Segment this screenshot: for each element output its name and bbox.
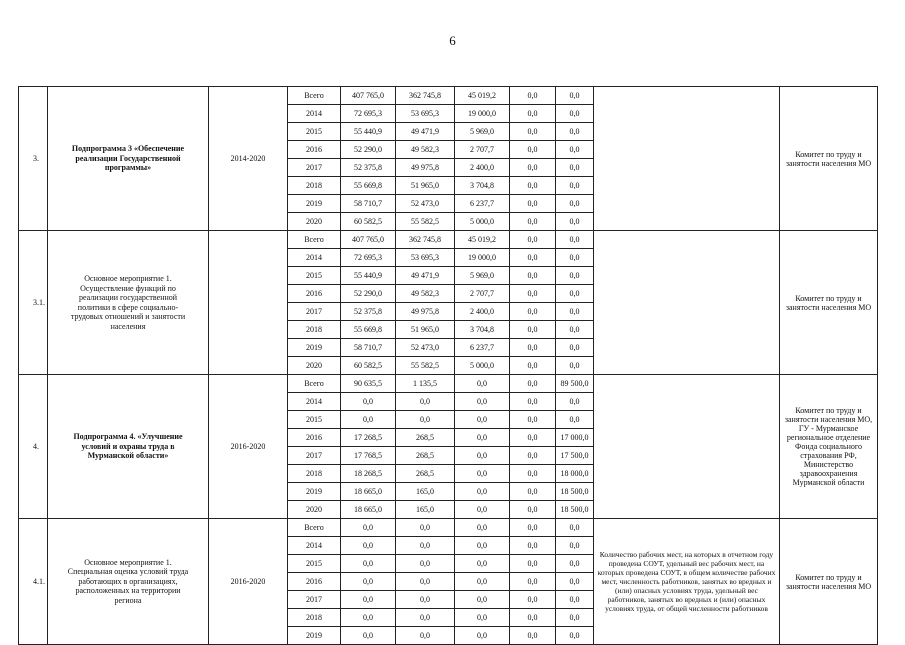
local-budget-cell: 0,0 bbox=[510, 447, 556, 465]
total-cell: 60 582,5 bbox=[341, 213, 396, 231]
local-budget-cell: 0,0 bbox=[510, 303, 556, 321]
section-number: 3. bbox=[19, 87, 48, 231]
regional-budget-cell: 0,0 bbox=[396, 537, 455, 555]
local-budget-cell: 0,0 bbox=[510, 411, 556, 429]
year-cell: 2017 bbox=[288, 159, 341, 177]
local-budget-cell: 0,0 bbox=[510, 555, 556, 573]
other-sources-cell: 0,0 bbox=[556, 573, 594, 591]
local-budget-cell: 0,0 bbox=[510, 501, 556, 519]
regional-budget-cell: 268,5 bbox=[396, 447, 455, 465]
year-cell: Всего bbox=[288, 231, 341, 249]
year-cell: 2014 bbox=[288, 393, 341, 411]
table-row bbox=[19, 87, 878, 105]
year-cell: Всего bbox=[288, 519, 341, 537]
total-cell: 52 290,0 bbox=[341, 141, 396, 159]
federal-budget-cell: 0,0 bbox=[455, 609, 510, 627]
local-budget-cell: 0,0 bbox=[510, 87, 556, 105]
federal-budget-cell: 0,0 bbox=[455, 519, 510, 537]
other-sources-cell: 0,0 bbox=[556, 177, 594, 195]
local-budget-cell: 0,0 bbox=[510, 123, 556, 141]
total-cell: 72 695,3 bbox=[341, 249, 396, 267]
section-period: 2014-2020 bbox=[209, 87, 288, 231]
local-budget-cell: 0,0 bbox=[510, 195, 556, 213]
total-cell: 0,0 bbox=[341, 627, 396, 645]
regional-budget-cell: 49 975,8 bbox=[396, 303, 455, 321]
regional-budget-cell: 0,0 bbox=[396, 591, 455, 609]
total-cell: 60 582,5 bbox=[341, 357, 396, 375]
regional-budget-cell: 268,5 bbox=[396, 429, 455, 447]
local-budget-cell: 0,0 bbox=[510, 393, 556, 411]
local-budget-cell: 0,0 bbox=[510, 573, 556, 591]
regional-budget-cell: 165,0 bbox=[396, 483, 455, 501]
section-number: 4. bbox=[19, 375, 48, 519]
other-sources-cell: 0,0 bbox=[556, 285, 594, 303]
year-cell: 2014 bbox=[288, 105, 341, 123]
other-sources-cell: 18 500,0 bbox=[556, 501, 594, 519]
section-period bbox=[209, 231, 288, 375]
regional-budget-cell: 362 745,8 bbox=[396, 87, 455, 105]
local-budget-cell: 0,0 bbox=[510, 141, 556, 159]
regional-budget-cell: 53 695,3 bbox=[396, 249, 455, 267]
year-cell: 2018 bbox=[288, 177, 341, 195]
year-cell: 2018 bbox=[288, 609, 341, 627]
local-budget-cell: 0,0 bbox=[510, 627, 556, 645]
total-cell: 58 710,7 bbox=[341, 339, 396, 357]
regional-budget-cell: 51 965,0 bbox=[396, 321, 455, 339]
local-budget-cell: 0,0 bbox=[510, 105, 556, 123]
year-cell: 2020 bbox=[288, 501, 341, 519]
section-name: Основное мероприятие 1. Специальная оценка условий труда работающих в организациях, расположенных на территории региона bbox=[48, 519, 209, 645]
total-cell: 17 268,5 bbox=[341, 429, 396, 447]
total-cell: 55 669,8 bbox=[341, 177, 396, 195]
local-budget-cell: 0,0 bbox=[510, 591, 556, 609]
regional-budget-cell: 52 473,0 bbox=[396, 195, 455, 213]
year-cell: Всего bbox=[288, 375, 341, 393]
federal-budget-cell: 0,0 bbox=[455, 501, 510, 519]
total-cell: 52 375,8 bbox=[341, 159, 396, 177]
page-number: 6 bbox=[449, 33, 456, 48]
regional-budget-cell: 49 471,9 bbox=[396, 123, 455, 141]
regional-budget-cell: 0,0 bbox=[396, 555, 455, 573]
total-cell: 0,0 bbox=[341, 555, 396, 573]
other-sources-cell: 18 500,0 bbox=[556, 483, 594, 501]
indicator-cell: Количество рабочих мест, на которых в отчетном году проведена СОУТ, удельный вес рабочих мест, на которых проведена СОУТ, в общем количестве рабочих мест, численность работников, занятых во вредных и (или) опасных условиях труда, удельный вес работников, занятых во вредных и (или) опасных условиях труда, от общей численности работников bbox=[594, 519, 780, 645]
other-sources-cell: 0,0 bbox=[556, 357, 594, 375]
other-sources-cell: 0,0 bbox=[556, 249, 594, 267]
regional-budget-cell: 53 695,3 bbox=[396, 105, 455, 123]
table-row bbox=[19, 231, 878, 249]
federal-budget-cell: 0,0 bbox=[455, 537, 510, 555]
federal-budget-cell: 5 969,0 bbox=[455, 123, 510, 141]
regional-budget-cell: 55 582,5 bbox=[396, 213, 455, 231]
table-row bbox=[19, 519, 878, 537]
other-sources-cell: 0,0 bbox=[556, 609, 594, 627]
local-budget-cell: 0,0 bbox=[510, 213, 556, 231]
other-sources-cell: 0,0 bbox=[556, 519, 594, 537]
total-cell: 52 375,8 bbox=[341, 303, 396, 321]
federal-budget-cell: 0,0 bbox=[455, 591, 510, 609]
other-sources-cell: 0,0 bbox=[556, 411, 594, 429]
indicator-cell bbox=[594, 231, 780, 375]
year-cell: 2016 bbox=[288, 573, 341, 591]
federal-budget-cell: 3 704,8 bbox=[455, 321, 510, 339]
total-cell: 18 665,0 bbox=[341, 483, 396, 501]
other-sources-cell: 0,0 bbox=[556, 555, 594, 573]
other-sources-cell: 0,0 bbox=[556, 195, 594, 213]
year-cell: 2019 bbox=[288, 627, 341, 645]
federal-budget-cell: 3 704,8 bbox=[455, 177, 510, 195]
federal-budget-cell: 0,0 bbox=[455, 465, 510, 483]
total-cell: 407 765,0 bbox=[341, 87, 396, 105]
regional-budget-cell: 51 965,0 bbox=[396, 177, 455, 195]
year-cell: 2016 bbox=[288, 285, 341, 303]
other-sources-cell: 0,0 bbox=[556, 537, 594, 555]
executor-cell: Комитет по труду и занятости населения МО, ГУ - Мурманское региональное отделение Фонда социального страхования РФ, Министерство здравоохранения Мурманской области bbox=[780, 375, 878, 519]
total-cell: 0,0 bbox=[341, 537, 396, 555]
federal-budget-cell: 19 000,0 bbox=[455, 249, 510, 267]
executor-cell: Комитет по труду и занятости населения МО bbox=[780, 231, 878, 375]
total-cell: 17 768,5 bbox=[341, 447, 396, 465]
section-number: 4.1. bbox=[19, 519, 48, 645]
federal-budget-cell: 45 019,2 bbox=[455, 231, 510, 249]
year-cell: 2017 bbox=[288, 447, 341, 465]
local-budget-cell: 0,0 bbox=[510, 429, 556, 447]
regional-budget-cell: 49 582,3 bbox=[396, 285, 455, 303]
federal-budget-cell: 0,0 bbox=[455, 429, 510, 447]
year-cell: 2018 bbox=[288, 465, 341, 483]
other-sources-cell: 0,0 bbox=[556, 105, 594, 123]
local-budget-cell: 0,0 bbox=[510, 465, 556, 483]
total-cell: 55 440,9 bbox=[341, 123, 396, 141]
federal-budget-cell: 0,0 bbox=[455, 627, 510, 645]
other-sources-cell: 0,0 bbox=[556, 321, 594, 339]
local-budget-cell: 0,0 bbox=[510, 519, 556, 537]
year-cell: 2015 bbox=[288, 555, 341, 573]
total-cell: 52 290,0 bbox=[341, 285, 396, 303]
regional-budget-cell: 55 582,5 bbox=[396, 357, 455, 375]
total-cell: 0,0 bbox=[341, 411, 396, 429]
regional-budget-cell: 0,0 bbox=[396, 393, 455, 411]
section-name: Подпрограмма 3 «Обеспечение реализации Государственной программы» bbox=[48, 87, 209, 231]
local-budget-cell: 0,0 bbox=[510, 249, 556, 267]
other-sources-cell: 0,0 bbox=[556, 393, 594, 411]
other-sources-cell: 17 000,0 bbox=[556, 429, 594, 447]
local-budget-cell: 0,0 bbox=[510, 483, 556, 501]
federal-budget-cell: 2 400,0 bbox=[455, 159, 510, 177]
year-cell: 2017 bbox=[288, 591, 341, 609]
year-cell: 2015 bbox=[288, 123, 341, 141]
other-sources-cell: 18 000,0 bbox=[556, 465, 594, 483]
local-budget-cell: 0,0 bbox=[510, 267, 556, 285]
other-sources-cell: 0,0 bbox=[556, 213, 594, 231]
total-cell: 72 695,3 bbox=[341, 105, 396, 123]
other-sources-cell: 0,0 bbox=[556, 591, 594, 609]
other-sources-cell: 0,0 bbox=[556, 123, 594, 141]
section-number: 3.1. bbox=[19, 231, 48, 375]
total-cell: 18 665,0 bbox=[341, 501, 396, 519]
regional-budget-cell: 0,0 bbox=[396, 609, 455, 627]
table-row bbox=[19, 375, 878, 393]
budget-table bbox=[18, 86, 878, 645]
regional-budget-cell: 49 975,8 bbox=[396, 159, 455, 177]
regional-budget-cell: 52 473,0 bbox=[396, 339, 455, 357]
local-budget-cell: 0,0 bbox=[510, 609, 556, 627]
federal-budget-cell: 0,0 bbox=[455, 483, 510, 501]
local-budget-cell: 0,0 bbox=[510, 339, 556, 357]
section-name: Подпрограмма 4. «Улучшение условий и охраны труда в Мурманской области» bbox=[48, 375, 209, 519]
federal-budget-cell: 2 707,7 bbox=[455, 285, 510, 303]
other-sources-cell: 0,0 bbox=[556, 159, 594, 177]
year-cell: 2016 bbox=[288, 141, 341, 159]
total-cell: 55 669,8 bbox=[341, 321, 396, 339]
other-sources-cell: 89 500,0 bbox=[556, 375, 594, 393]
year-cell: Всего bbox=[288, 87, 341, 105]
federal-budget-cell: 19 000,0 bbox=[455, 105, 510, 123]
other-sources-cell: 0,0 bbox=[556, 87, 594, 105]
regional-budget-cell: 49 582,3 bbox=[396, 141, 455, 159]
year-cell: 2019 bbox=[288, 483, 341, 501]
total-cell: 58 710,7 bbox=[341, 195, 396, 213]
regional-budget-cell: 268,5 bbox=[396, 465, 455, 483]
year-cell: 2018 bbox=[288, 321, 341, 339]
federal-budget-cell: 0,0 bbox=[455, 555, 510, 573]
other-sources-cell: 17 500,0 bbox=[556, 447, 594, 465]
total-cell: 90 635,5 bbox=[341, 375, 396, 393]
year-cell: 2017 bbox=[288, 303, 341, 321]
federal-budget-cell: 6 237,7 bbox=[455, 339, 510, 357]
executor-cell: Комитет по труду и занятости населения МО bbox=[780, 87, 878, 231]
year-cell: 2019 bbox=[288, 339, 341, 357]
section-name: Основное мероприятие 1. Осуществление функций по реализации государственной политики в сфере социально-трудовых отношений и занятости населения bbox=[48, 231, 209, 375]
year-cell: 2014 bbox=[288, 537, 341, 555]
total-cell: 0,0 bbox=[341, 393, 396, 411]
regional-budget-cell: 362 745,8 bbox=[396, 231, 455, 249]
federal-budget-cell: 0,0 bbox=[455, 573, 510, 591]
local-budget-cell: 0,0 bbox=[510, 159, 556, 177]
other-sources-cell: 0,0 bbox=[556, 141, 594, 159]
federal-budget-cell: 6 237,7 bbox=[455, 195, 510, 213]
year-cell: 2020 bbox=[288, 357, 341, 375]
regional-budget-cell: 1 135,5 bbox=[396, 375, 455, 393]
total-cell: 0,0 bbox=[341, 609, 396, 627]
section-period: 2016-2020 bbox=[209, 375, 288, 519]
indicator-cell bbox=[594, 87, 780, 231]
federal-budget-cell: 0,0 bbox=[455, 411, 510, 429]
local-budget-cell: 0,0 bbox=[510, 375, 556, 393]
executor-cell: Комитет по труду и занятости населения МО bbox=[780, 519, 878, 645]
federal-budget-cell: 5 969,0 bbox=[455, 267, 510, 285]
total-cell: 55 440,9 bbox=[341, 267, 396, 285]
local-budget-cell: 0,0 bbox=[510, 177, 556, 195]
other-sources-cell: 0,0 bbox=[556, 627, 594, 645]
other-sources-cell: 0,0 bbox=[556, 303, 594, 321]
regional-budget-cell: 0,0 bbox=[396, 573, 455, 591]
year-cell: 2020 bbox=[288, 213, 341, 231]
local-budget-cell: 0,0 bbox=[510, 321, 556, 339]
indicator-cell bbox=[594, 375, 780, 519]
regional-budget-cell: 0,0 bbox=[396, 411, 455, 429]
local-budget-cell: 0,0 bbox=[510, 357, 556, 375]
local-budget-cell: 0,0 bbox=[510, 285, 556, 303]
regional-budget-cell: 49 471,9 bbox=[396, 267, 455, 285]
federal-budget-cell: 0,0 bbox=[455, 447, 510, 465]
federal-budget-cell: 0,0 bbox=[455, 375, 510, 393]
other-sources-cell: 0,0 bbox=[556, 231, 594, 249]
year-cell: 2016 bbox=[288, 429, 341, 447]
other-sources-cell: 0,0 bbox=[556, 339, 594, 357]
total-cell: 0,0 bbox=[341, 591, 396, 609]
total-cell: 18 268,5 bbox=[341, 465, 396, 483]
local-budget-cell: 0,0 bbox=[510, 231, 556, 249]
year-cell: 2019 bbox=[288, 195, 341, 213]
section-period: 2016-2020 bbox=[209, 519, 288, 645]
total-cell: 407 765,0 bbox=[341, 231, 396, 249]
regional-budget-cell: 0,0 bbox=[396, 519, 455, 537]
regional-budget-cell: 165,0 bbox=[396, 501, 455, 519]
local-budget-cell: 0,0 bbox=[510, 537, 556, 555]
federal-budget-cell: 45 019,2 bbox=[455, 87, 510, 105]
federal-budget-cell: 5 000,0 bbox=[455, 213, 510, 231]
year-cell: 2015 bbox=[288, 267, 341, 285]
federal-budget-cell: 5 000,0 bbox=[455, 357, 510, 375]
federal-budget-cell: 2 400,0 bbox=[455, 303, 510, 321]
year-cell: 2014 bbox=[288, 249, 341, 267]
total-cell: 0,0 bbox=[341, 573, 396, 591]
year-cell: 2015 bbox=[288, 411, 341, 429]
regional-budget-cell: 0,0 bbox=[396, 627, 455, 645]
federal-budget-cell: 0,0 bbox=[455, 393, 510, 411]
federal-budget-cell: 2 707,7 bbox=[455, 141, 510, 159]
other-sources-cell: 0,0 bbox=[556, 267, 594, 285]
total-cell: 0,0 bbox=[341, 519, 396, 537]
